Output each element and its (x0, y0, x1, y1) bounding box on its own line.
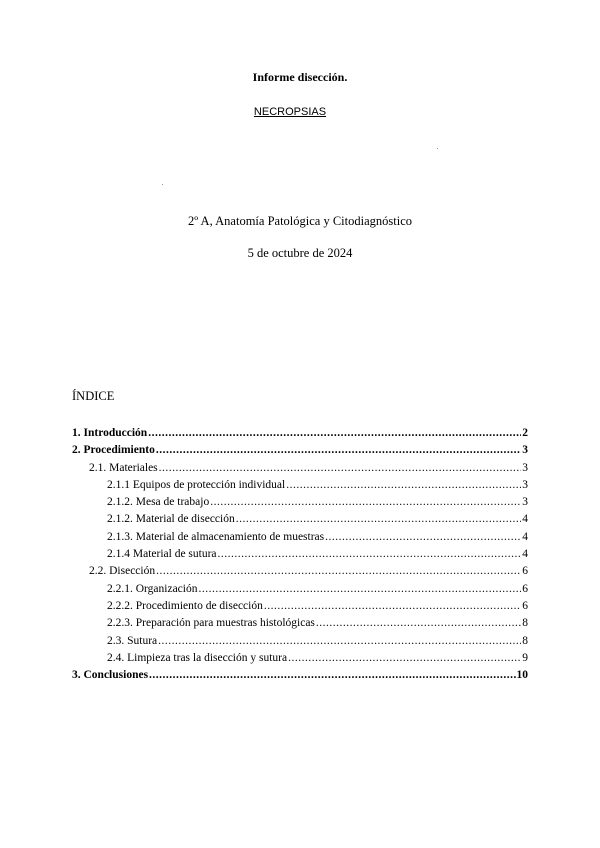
toc-entry-label: 2. Procedimiento (72, 444, 155, 457)
toc-entry-page: 6 (522, 582, 528, 595)
toc-entry-label: 2.2.1. Organización (107, 582, 198, 595)
toc-entry-page: 3 (522, 444, 528, 457)
toc-entry-page: 3 (522, 461, 528, 474)
toc-entry[interactable] (72, 529, 528, 546)
toc-entry-label: 2.2.2. Procedimiento de disección (107, 599, 263, 612)
toc-entry-label: 2.1.4 Material de sutura (107, 548, 217, 561)
toc-entry-label: 2.1.1 Equipos de protección individual (107, 478, 286, 491)
toc-leader-dots (156, 442, 521, 459)
toc-leader-dots (210, 494, 521, 511)
toc-entry-page: 6 (522, 565, 528, 578)
toc-leader-dots (198, 581, 521, 598)
toc-entry-label: 2.2. Disección (89, 565, 156, 578)
toc-entry-label: 2.1. Materiales (89, 461, 158, 474)
toc-leader-dots (286, 477, 521, 494)
toc-entry-page: 6 (522, 599, 528, 612)
toc-entry[interactable] (72, 442, 528, 459)
toc-entry-label: 2.1.2. Material de disección (107, 513, 235, 526)
toc-leader-dots (236, 511, 522, 528)
toc-entry[interactable] (72, 477, 528, 494)
toc-entry-label: 2.1.2. Mesa de trabajo (107, 496, 210, 509)
toc-entry[interactable] (72, 667, 528, 684)
toc-entry[interactable] (72, 494, 528, 511)
toc-entry-page: 4 (522, 548, 528, 561)
toc-entry[interactable] (72, 460, 528, 477)
toc-entry-label: 2.1.3. Material de almacenamiento de muestras (107, 530, 325, 543)
toc-leader-dots (218, 546, 522, 563)
toc-entry-page: 2 (522, 427, 528, 439)
toc-leader-dots (149, 667, 515, 684)
toc-entry-label: 3. Conclusiones (72, 669, 149, 682)
toc-leader-dots (159, 460, 522, 477)
toc-entry-page: 3 (522, 478, 528, 491)
course-line: 2º A, Anatomía Patológica y Citodiagnóstico (188, 214, 412, 228)
toc-entry-page: 3 (522, 496, 528, 509)
toc-entry[interactable] (72, 425, 528, 442)
toc-entry-page: 8 (522, 634, 528, 647)
toc-entry-page: 8 (522, 617, 528, 630)
toc-entry[interactable] (72, 511, 528, 528)
toc-entry-label: 2.3. Sutura (107, 634, 158, 647)
document-subtitle: NECROPSIAS (253, 106, 327, 118)
toc-entry[interactable] (72, 615, 528, 632)
toc-entry[interactable] (72, 563, 528, 580)
toc-leader-dots (156, 563, 521, 580)
toc-entry[interactable] (72, 633, 528, 650)
toc-entry-page: 9 (522, 651, 528, 664)
toc-entry-label: 2.4. Limpieza tras la disección y sutura (107, 651, 288, 664)
scan-speck (437, 148, 438, 149)
toc-entry-page: 10 (516, 669, 528, 682)
toc-entry-page: 4 (522, 513, 528, 526)
scan-speck (162, 184, 163, 185)
toc-leader-dots (316, 615, 521, 632)
toc-entry[interactable] (72, 581, 528, 598)
toc-leader-dots (325, 529, 521, 546)
toc-entry[interactable] (72, 598, 528, 615)
toc-entry-page: 4 (522, 530, 528, 543)
toc-entry[interactable] (72, 546, 528, 563)
index-heading: ÍNDICE (72, 389, 115, 403)
table-of-contents (72, 425, 528, 684)
toc-leader-dots (148, 425, 521, 442)
toc-entry-label: 2.2.3. Preparación para muestras histológicas (107, 617, 315, 630)
document-title: Informe disección. (252, 70, 348, 84)
toc-leader-dots (264, 598, 521, 615)
toc-entry-label: 1. Introducción (72, 427, 148, 439)
toc-entry[interactable] (72, 650, 528, 667)
toc-leader-dots (158, 633, 521, 650)
document-date: 5 de octubre de 2024 (247, 246, 353, 260)
toc-leader-dots (288, 650, 521, 667)
